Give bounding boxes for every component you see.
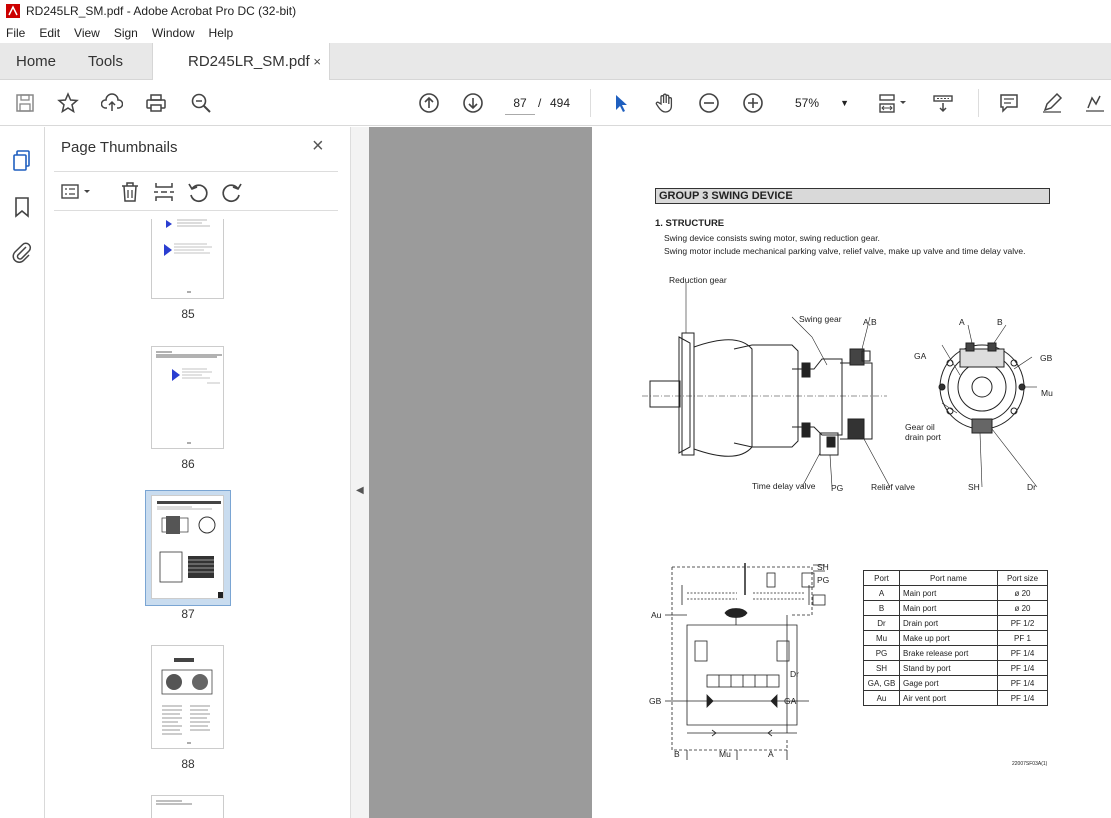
label-reduction-gear: Reduction gear bbox=[669, 275, 727, 285]
pen-icon[interactable] bbox=[1040, 91, 1064, 115]
table-header-row bbox=[864, 571, 1048, 586]
zoom-select[interactable] bbox=[783, 91, 855, 115]
table-row bbox=[864, 601, 1048, 616]
window-title: RD245LR_SM.pdf - Adobe Acrobat Pro DC (32-bit) bbox=[26, 4, 297, 18]
toolbar-divider bbox=[978, 89, 979, 117]
table-header: Port bbox=[864, 571, 900, 586]
table-cell: Brake release port bbox=[900, 646, 998, 661]
table-cell: PF 1/4 bbox=[998, 661, 1048, 676]
hydraulic-schematic bbox=[637, 555, 837, 765]
table-cell: Main port bbox=[900, 586, 998, 601]
table-cell: Mu bbox=[864, 631, 900, 646]
label-pg: PG bbox=[831, 483, 844, 493]
table-cell: Air vent port bbox=[900, 691, 998, 706]
split-page-icon[interactable] bbox=[152, 180, 176, 204]
label-time-delay-valve: Time delay valve bbox=[752, 481, 816, 491]
schematic-label-pg: PG bbox=[817, 575, 830, 585]
label-a: A bbox=[959, 317, 965, 327]
table-cell: PG bbox=[864, 646, 900, 661]
menu-view[interactable]: View bbox=[74, 25, 100, 40]
schematic-label-mu: Mu bbox=[719, 749, 731, 759]
page-thumbnail-selected[interactable] bbox=[151, 495, 224, 599]
print-icon[interactable] bbox=[144, 91, 168, 115]
tab-close-icon[interactable]: × bbox=[313, 54, 321, 69]
table-cell: PF 1/4 bbox=[998, 646, 1048, 661]
schematic-label-a: A bbox=[768, 749, 774, 759]
swing-device-illustration bbox=[642, 277, 1102, 507]
bookmark-icon[interactable] bbox=[10, 195, 34, 219]
document-canvas[interactable] bbox=[369, 127, 1111, 818]
label-swing-gear: Swing gear bbox=[799, 314, 842, 324]
scroll-mode-icon[interactable] bbox=[931, 91, 955, 115]
panel-title: Page Thumbnails bbox=[61, 139, 178, 156]
menu-file[interactable]: File bbox=[6, 25, 26, 40]
table-cell: PF 1/4 bbox=[998, 691, 1048, 706]
page-total: 494 bbox=[550, 96, 571, 110]
table-cell: Dr bbox=[864, 616, 900, 631]
body-line: Swing device consists swing motor, swing reduction gear. bbox=[664, 233, 880, 243]
table-row bbox=[864, 616, 1048, 631]
label-b: B bbox=[997, 317, 1003, 327]
table-row bbox=[864, 691, 1048, 706]
hydraulic-schematic-illustration bbox=[637, 555, 837, 765]
table-cell: Gage port bbox=[900, 676, 998, 691]
table-header: Port size bbox=[998, 571, 1048, 586]
fit-page-icon[interactable] bbox=[876, 91, 910, 115]
table-cell: PF 1/4 bbox=[998, 676, 1048, 691]
thumbnail-label: 86 bbox=[181, 457, 195, 471]
page-up-icon[interactable] bbox=[417, 91, 441, 115]
panel-close-icon[interactable]: × bbox=[312, 135, 324, 157]
body-line: Swing motor include mechanical parking valve, relief valve, make up valve and time delay valve. bbox=[664, 246, 1026, 256]
page-thumbnail[interactable] bbox=[151, 645, 224, 749]
table-cell: ø 20 bbox=[998, 601, 1048, 616]
menu-window[interactable]: Window bbox=[151, 25, 195, 40]
tab-document[interactable] bbox=[152, 43, 330, 81]
thumbnail-label: 85 bbox=[181, 307, 195, 321]
search-icon[interactable] bbox=[189, 91, 213, 115]
page-number-input[interactable]: 87 bbox=[505, 91, 535, 115]
table-cell: ø 20 bbox=[998, 586, 1048, 601]
page-thumbnail[interactable] bbox=[151, 795, 224, 818]
panel-toolbar bbox=[54, 171, 338, 211]
table-cell: SH bbox=[864, 661, 900, 676]
label-gb: GB bbox=[1040, 353, 1053, 363]
rotate-left-icon[interactable] bbox=[186, 180, 210, 204]
section-title: 1. STRUCTURE bbox=[655, 218, 725, 229]
page-thumbnail[interactable] bbox=[151, 219, 224, 299]
delete-page-icon[interactable] bbox=[118, 180, 142, 204]
table-cell: Drain port bbox=[900, 616, 998, 631]
label-dr: Dr bbox=[1027, 482, 1036, 492]
title-bar bbox=[0, 0, 1111, 22]
label-sh: SH bbox=[968, 482, 980, 492]
page-thumbnails-panel bbox=[46, 127, 350, 818]
tab-tools[interactable]: Tools bbox=[88, 53, 124, 70]
schematic-label-au: Au bbox=[651, 610, 662, 620]
swing-device-drawing bbox=[642, 277, 1102, 507]
schematic-label-dr: Dr bbox=[790, 669, 799, 679]
pdf-page bbox=[592, 127, 1111, 818]
label-ga: GA bbox=[914, 351, 927, 361]
schematic-label-gb: GB bbox=[649, 696, 662, 706]
label-mu: Mu bbox=[1041, 388, 1053, 398]
table-row bbox=[864, 661, 1048, 676]
zoom-value: 57% bbox=[795, 96, 820, 110]
table-row bbox=[864, 631, 1048, 646]
menu-help[interactable]: Help bbox=[208, 25, 234, 40]
collapse-panel-icon[interactable]: ◀ bbox=[356, 485, 364, 496]
menu-sign[interactable]: Sign bbox=[113, 25, 138, 40]
thumbnail-label: 87 bbox=[181, 607, 195, 621]
port-table bbox=[863, 570, 1048, 706]
toolbar-divider bbox=[590, 89, 591, 117]
panel-divider[interactable] bbox=[350, 127, 369, 818]
tab-home[interactable]: Home bbox=[16, 53, 57, 70]
tab-document-label: RD245LR_SM.pdf bbox=[188, 53, 310, 70]
zoom-out-icon[interactable] bbox=[697, 91, 721, 115]
label-ab: A,B bbox=[863, 317, 877, 327]
table-row bbox=[864, 586, 1048, 601]
table-header: Port name bbox=[900, 571, 998, 586]
zoom-in-icon[interactable] bbox=[741, 91, 765, 115]
label-relief-valve: Relief valve bbox=[871, 482, 915, 492]
label-gear-oil: Gear oil bbox=[905, 422, 935, 432]
thumbnail-label: 88 bbox=[181, 757, 195, 771]
label-drain-port: drain port bbox=[905, 432, 941, 442]
table-cell: PF 1 bbox=[998, 631, 1048, 646]
page-thumbnails-icon[interactable] bbox=[10, 148, 34, 172]
sign-icon[interactable] bbox=[1083, 91, 1107, 115]
cursor-icon[interactable] bbox=[609, 91, 633, 115]
page-thumbnail[interactable] bbox=[151, 346, 224, 449]
chevron-down-icon: ▼ bbox=[840, 98, 849, 108]
table-row bbox=[864, 646, 1048, 661]
page-down-icon[interactable] bbox=[461, 91, 485, 115]
schematic-label-sh: SH bbox=[817, 562, 829, 572]
table-cell: Au bbox=[864, 691, 900, 706]
rotate-right-icon[interactable] bbox=[220, 180, 244, 204]
table-cell: GA, GB bbox=[864, 676, 900, 691]
left-navigation-rail bbox=[0, 127, 45, 818]
table-cell: Make up port bbox=[900, 631, 998, 646]
comment-icon[interactable] bbox=[997, 91, 1021, 115]
star-icon[interactable] bbox=[56, 91, 80, 115]
schematic-label-ga: GA bbox=[784, 696, 797, 706]
table-cell: B bbox=[864, 601, 900, 616]
table-row bbox=[864, 676, 1048, 691]
page-separator: / bbox=[538, 96, 542, 110]
attachment-icon[interactable] bbox=[10, 240, 34, 264]
hand-icon[interactable] bbox=[653, 91, 677, 115]
table-cell: PF 1/2 bbox=[998, 616, 1048, 631]
schematic-label-b: B bbox=[674, 749, 680, 759]
thumbnail-list bbox=[46, 219, 336, 818]
tab-bar bbox=[0, 43, 1111, 80]
save-icon[interactable] bbox=[13, 91, 37, 115]
table-cell: Main port bbox=[900, 601, 998, 616]
table-cell: A bbox=[864, 586, 900, 601]
figure-code: 22007SF03A(1) bbox=[1012, 761, 1048, 767]
group-header: GROUP 3 SWING DEVICE bbox=[655, 188, 1050, 204]
upload-icon[interactable] bbox=[100, 91, 124, 115]
main-toolbar bbox=[0, 80, 1111, 126]
menu-edit[interactable]: Edit bbox=[39, 25, 61, 40]
thumbnail-options-icon[interactable] bbox=[60, 180, 96, 204]
menu-bar bbox=[0, 22, 1111, 43]
table-cell: Stand by port bbox=[900, 661, 998, 676]
acrobat-app-icon bbox=[6, 4, 20, 18]
